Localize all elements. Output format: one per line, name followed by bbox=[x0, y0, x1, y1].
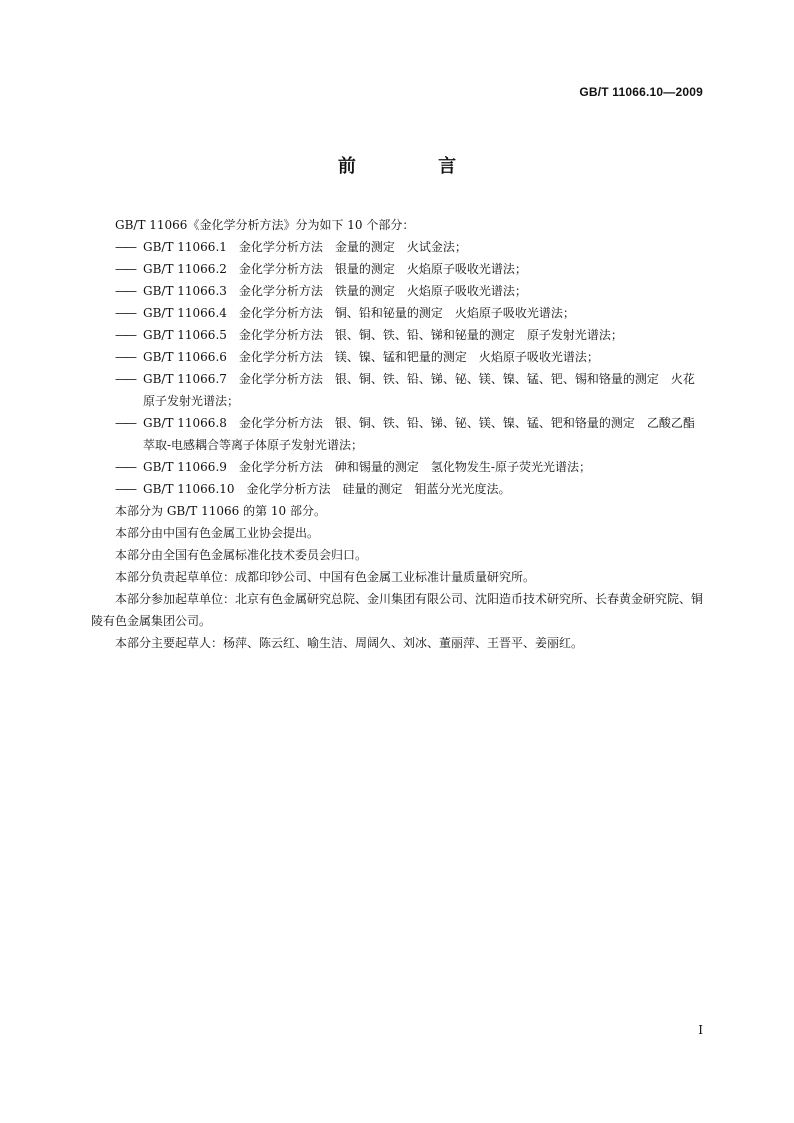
dash: —— bbox=[115, 416, 135, 430]
part-text: GB/T 11066.2 金化学分析方法 银量的测定 火焰原子吸收光谱法； bbox=[143, 262, 527, 276]
part-item bbox=[91, 478, 706, 500]
part-item bbox=[91, 302, 706, 324]
dash: —— bbox=[115, 328, 135, 342]
dash: —— bbox=[115, 262, 135, 276]
part-item bbox=[91, 412, 706, 456]
part-text: GB/T 11066.6 金化学分析方法 镁、镍、锰和钯量的测定 火焰原子吸收光谱法； bbox=[143, 350, 599, 364]
dash: —— bbox=[115, 240, 135, 254]
paragraph: 本部分由中国有色金属工业协会提出。 bbox=[115, 526, 320, 540]
part-item bbox=[91, 456, 706, 478]
dash: —— bbox=[115, 482, 135, 496]
part-item bbox=[91, 236, 706, 258]
part-item bbox=[91, 258, 706, 280]
paragraph: 本部分主要起草人：杨萍、陈云红、喻生洁、周阔久、刘冰、董丽萍、王晋平、姜丽红。 bbox=[115, 636, 584, 650]
part-text: GB/T 11066.8 金化学分析方法 银、铜、铁、铅、锑、铋、镁、镍、锰、钯和铬量的测定 乙酸乙酯萃取-电感耦合等离子体原子发射光谱法； bbox=[143, 416, 695, 452]
part-text: GB/T 11066.4 金化学分析方法 铜、铅和铋量的测定 火焰原子吸收光谱法； bbox=[143, 306, 575, 320]
paragraph: 本部分为 GB/T 11066 的第 10 部分。 bbox=[115, 504, 326, 518]
part-text: GB/T 11066.5 金化学分析方法 银、铜、铁、铅、锑和铋量的测定 原子发射光谱法； bbox=[143, 328, 623, 342]
intro-paragraph: GB/T 11066《金化学分析方法》分为如下 10 个部分： bbox=[115, 218, 415, 232]
dash: —— bbox=[115, 284, 135, 298]
document-body bbox=[91, 214, 706, 654]
part-text: GB/T 11066.3 金化学分析方法 铁量的测定 火焰原子吸收光谱法； bbox=[143, 284, 527, 298]
dash: —— bbox=[115, 372, 135, 386]
part-text: GB/T 11066.9 金化学分析方法 砷和锡量的测定 氢化物发生-原子荧光光谱法； bbox=[143, 460, 591, 474]
part-text: GB/T 11066.10 金化学分析方法 硅量的测定 钼蓝分光光度法。 bbox=[143, 482, 511, 496]
part-item bbox=[91, 280, 706, 302]
part-item bbox=[91, 368, 706, 412]
part-text: GB/T 11066.1 金化学分析方法 金量的测定 火试金法； bbox=[143, 240, 467, 254]
part-item bbox=[91, 346, 706, 368]
page-number: I bbox=[698, 1023, 703, 1037]
dash: —— bbox=[115, 350, 135, 364]
part-text: GB/T 11066.7 金化学分析方法 银、铜、铁、铅、锑、铋、镁、镍、锰、钯、锡和铬量的测定 火花原子发射光谱法； bbox=[143, 372, 695, 408]
paragraph: 本部分由全国有色金属标准化技术委员会归口。 bbox=[115, 548, 368, 562]
paragraph: 本部分参加起草单位：北京有色金属研究总院、金川集团有限公司、沈阳造币技术研究所、长春黄金研究院、铜陵有色金属集团公司。 bbox=[91, 592, 704, 628]
standard-code: GB/T 11066.10—2009 bbox=[579, 85, 703, 99]
paragraph: 本部分负责起草单位：成都印钞公司、中国有色金属工业标准计量质量研究所。 bbox=[115, 570, 536, 584]
dash: —— bbox=[115, 306, 135, 320]
page-title: 前 言 bbox=[337, 156, 495, 177]
dash: —— bbox=[115, 460, 135, 474]
part-item bbox=[91, 324, 706, 346]
